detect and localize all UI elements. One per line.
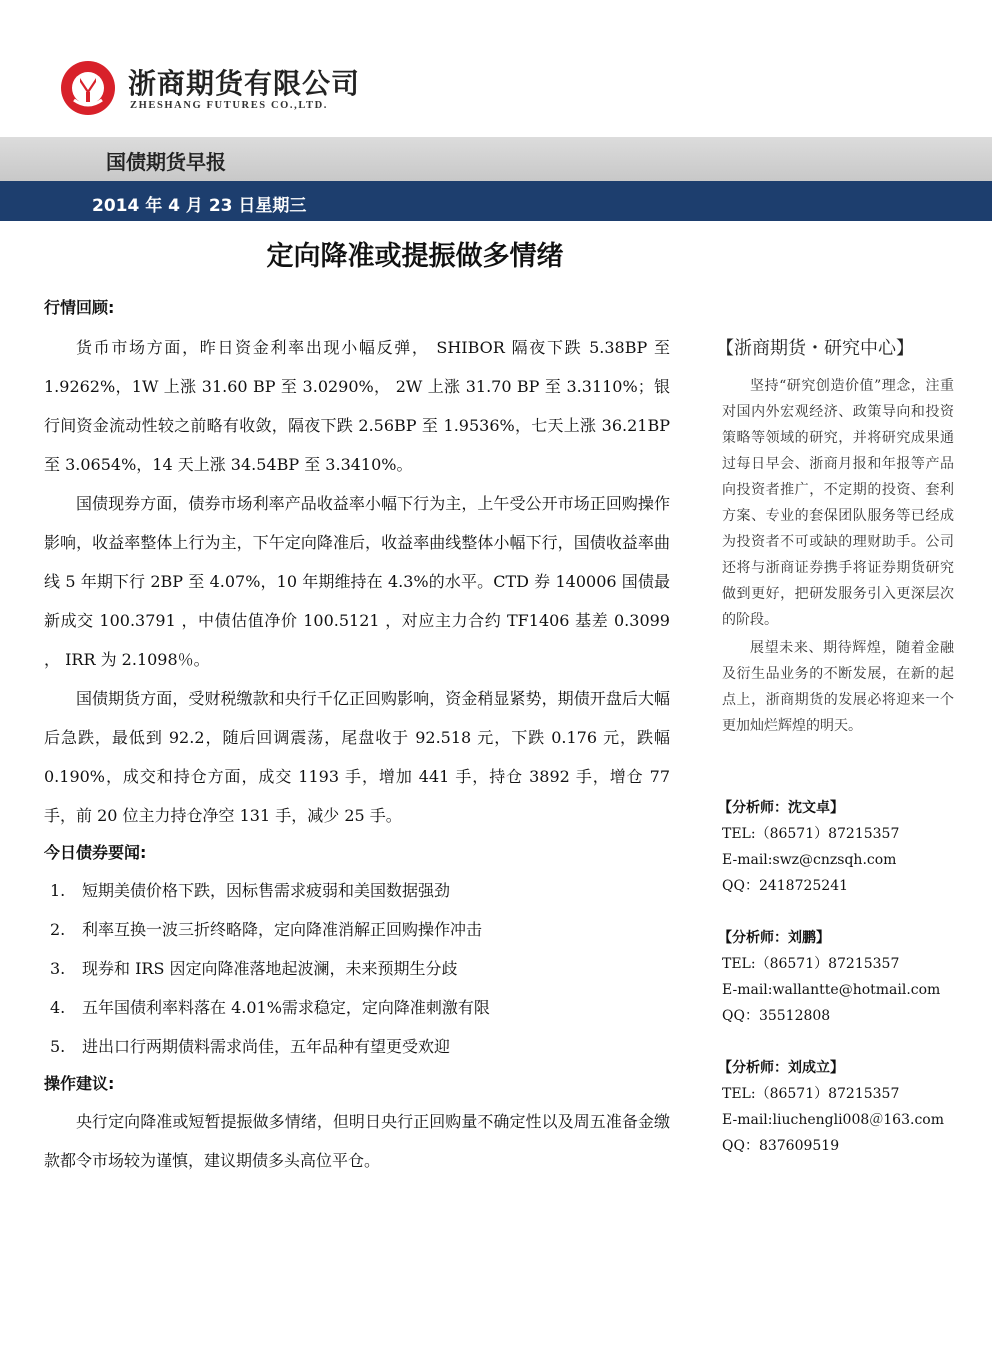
news-heading: 今日债券要闻: <box>44 843 147 862</box>
report-date: 2014 年 4 月 23 日星期三 <box>92 196 307 216</box>
news-list <box>44 871 670 1066</box>
list-item <box>44 910 670 949</box>
main-content <box>44 290 670 1180</box>
review-heading: 行情回顾: <box>44 298 115 317</box>
analyst-tel: TEL:（86571）87215357 <box>722 1086 900 1102</box>
news-text: 进出口行两期债料需求尚佳，五年品种有望更受欢迎 <box>82 1037 451 1056</box>
news-number: 2. <box>50 920 66 939</box>
news-number: 3. <box>50 959 66 978</box>
list-item <box>44 871 670 910</box>
company-name-cn: 浙商期货有限公司 <box>128 67 361 100</box>
news-text: 利率互换一波三折终略降，定向降准消解正回购操作冲击 <box>82 920 483 939</box>
list-item <box>44 949 670 988</box>
sidebar <box>716 333 954 1159</box>
sidebar-outlook: 展望未来、期待辉煌，随着金融及衍生品业务的不断发展，在新的起点上，浙商期货的发展必将迎来一个更加灿烂辉煌的明天。 <box>722 640 954 734</box>
review-paragraph-bonds: 国债现券方面，债券市场利率产品收益率小幅下行为主，上午受公开市场正回购操作影响，收益率整体上行为主，下午定向降准后，收益率曲线整体小幅下行，国债收益率曲线 5 年期下行 2BP 至 4.07%，10 年期维持在 4.3%的水平。CTD 券 140006 国债最新成交 100.3791 ，中债估值净价 100.5121 ，对应主力合约 TF1406 基差 0.3099 ， IRR 为 2.1098％。 <box>44 494 670 669</box>
advice-heading: 操作建议: <box>44 1074 115 1093</box>
review-paragraph-futures: 国债期货方面，受财税缴款和央行千亿正回购影响，资金稍显紧势，期债开盘后大幅后急跌，最低到 92.2，随后回调震荡，尾盘收于 92.518 元，下跌 0.176 元，跌幅 0.190%，成交和持仓方面，成交 1193 手，增加 441 手，持仓 3892 手，增仓 77 手，前 20 位主力持仓净空 131 手，减少 25 手。 <box>44 689 670 825</box>
analyst-email: E-mail:swz@cnzsqh.com <box>722 852 897 868</box>
analyst-card <box>718 1055 954 1159</box>
company-logo <box>60 58 360 120</box>
review-paragraph-money: 货币市场方面，昨日资金利率出现小幅反弹， SHIBOR 隔夜下跌 5.38BP 至 1.9262%，1W 上涨 31.60 BP 至 3.0290%， 2W 上涨 31.70 BP 至 3.3110%；银行间资金流动性较之前略有收敛，隔夜下跌 2.56BP 至 1.9536%，七天上涨 36.21BP 至 3.0654%，14 天上涨 34.54BP 至 3.3410%。 <box>44 338 670 474</box>
analyst-tel: TEL:（86571）87215357 <box>722 956 900 972</box>
list-item <box>44 1027 670 1066</box>
advice-paragraph: 央行定向降准或短暂提振做多情绪，但明日央行正回购量不确定性以及周五准备金缴款都令市场较为谨慎，建议期债多头高位平仓。 <box>44 1112 670 1170</box>
company-name-en: ZHESHANG FUTURES CO.,LTD. <box>130 100 329 111</box>
analyst-name: 【分析师：沈文卓】 <box>718 800 844 816</box>
analyst-qq: QQ：35512808 <box>722 1008 831 1024</box>
zheshang-logo-icon <box>60 60 116 116</box>
report-title: 定向降准或提振做多情绪 <box>266 241 564 272</box>
list-item <box>44 988 670 1027</box>
news-number: 5. <box>50 1037 66 1056</box>
analyst-tel: TEL:（86571）87215357 <box>722 826 900 842</box>
news-text: 五年国债利率料落在 4.01%需求稳定，定向降准刺激有限 <box>82 998 490 1017</box>
news-number: 4. <box>50 998 66 1017</box>
analyst-card <box>718 925 954 1029</box>
date-band <box>0 181 992 221</box>
analyst-name: 【分析师：刘成立】 <box>718 1060 844 1076</box>
analyst-email: E-mail:liuchengli008＠163.com <box>722 1112 944 1128</box>
news-text: 短期美债价格下跌，因标售需求疲弱和美国数据强劲 <box>82 881 451 900</box>
analyst-email: E-mail:wallantte@hotmail.com <box>722 982 941 998</box>
analyst-qq: QQ：837609519 <box>722 1138 840 1154</box>
analyst-name: 【分析师：刘鹏】 <box>718 930 830 946</box>
analyst-card <box>718 795 954 899</box>
sidebar-intro: 坚持“研究创造价值”理念，注重对国内外宏观经济、政策导向和投资策略等领域的研究，并将研究成果通过每日早会、浙商月报和年报等产品向投资者推广，不定期的投资、套利方案、专业的套保团队服务等已经成为投资者不可或缺的理财助手。公司还将与浙商证券携手将证券期货研究做到更好，把研发服务引入更深层次的阶段。 <box>722 378 954 628</box>
news-number: 1. <box>50 881 66 900</box>
news-text: 现券和 IRS 因定向降准落地起波澜，未来预期生分歧 <box>82 959 458 978</box>
analyst-qq: QQ：2418725241 <box>722 878 849 894</box>
sidebar-heading: 【浙商期货・研究中心】 <box>716 338 914 359</box>
report-type: 国债期货早报 <box>106 150 226 174</box>
report-type-band <box>0 137 992 181</box>
